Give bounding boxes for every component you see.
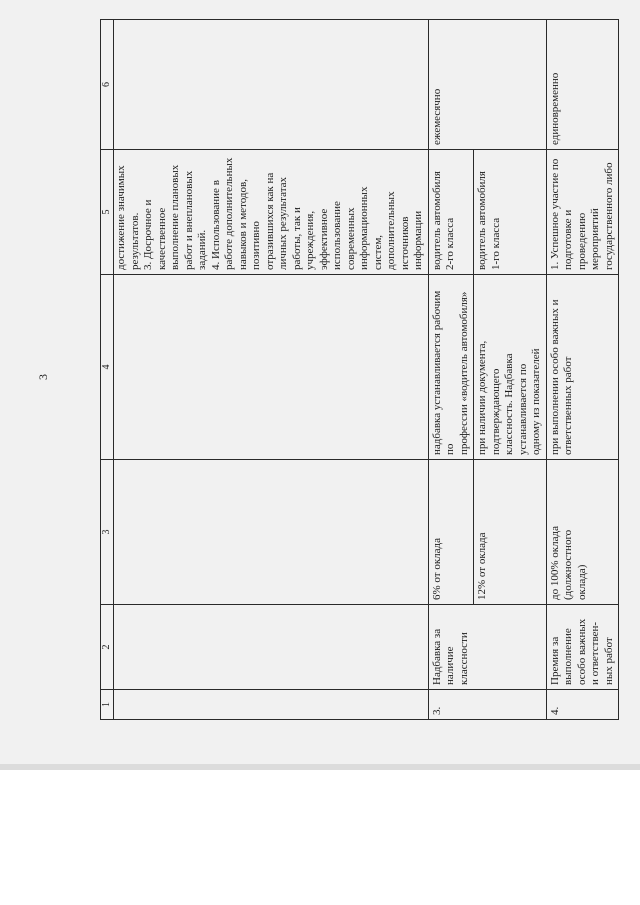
bonus-table <box>100 19 619 720</box>
row4-indicator: 1. Успешное участие по подготовке и проведению мероприятий государственного либо <box>546 150 619 275</box>
cont-col2 <box>114 605 429 690</box>
row3-amount-1: 6% от оклада <box>428 460 474 605</box>
row3-condition-2: при наличии документа, подтверждающего классность. Надбавка устанавливается по одному из показателей <box>474 275 547 460</box>
rotated-table <box>100 20 615 720</box>
table-row-4 <box>546 20 619 720</box>
cont-col1 <box>114 690 429 720</box>
row4-number: 4. <box>546 690 619 720</box>
row3-condition-1: надбавка устанавливается рабочим по профессии «водитель автомобиля» <box>428 275 474 460</box>
cont-col4 <box>114 275 429 460</box>
page-number: 3 <box>36 374 50 380</box>
row3-indicator-2: водитель автомобиля 1-го класса <box>474 150 547 275</box>
cont-col6 <box>114 20 429 150</box>
continuation-row <box>114 20 429 720</box>
row3-name: Надбавка за наличие классности <box>428 605 546 690</box>
header-cell-1: 1 <box>101 690 114 720</box>
row4-condition: при выполнении особо важных и ответственных работ <box>546 275 619 460</box>
cont-indicator: достижение значимых результатов. 3. Досрочное и качественное выполнение плановых работ и внеплановых заданий. 4. Использование в работе дополнительных навыков и методов, позитивно отразившихся как на личных результатах работы, так и учреждения, эффективное использование современных информационных систем, дополнительных источников информации <box>114 150 429 275</box>
header-cell-4: 4 <box>101 275 114 460</box>
scan-edge <box>0 764 640 770</box>
header-row <box>101 20 114 720</box>
row3-period: ежемесячно <box>428 20 546 150</box>
header-cell-6: 6 <box>101 20 114 150</box>
row3-number: 3. <box>428 690 546 720</box>
header-cell-2: 2 <box>101 605 114 690</box>
row4-amount: до 100% оклада (должностного оклада) <box>546 460 619 605</box>
table-row-3a <box>428 20 474 720</box>
row3-indicator-1: водитель автомобиля 2-го класса <box>428 150 474 275</box>
header-cell-5: 5 <box>101 150 114 275</box>
row3-amount-2: 12% от оклада <box>474 460 547 605</box>
header-cell-3: 3 <box>101 460 114 605</box>
row4-period: единовременно <box>546 20 619 150</box>
row4-name: Премия за выполнение особо важных и ответствен- ных работ <box>546 605 619 690</box>
cont-col3 <box>114 460 429 605</box>
